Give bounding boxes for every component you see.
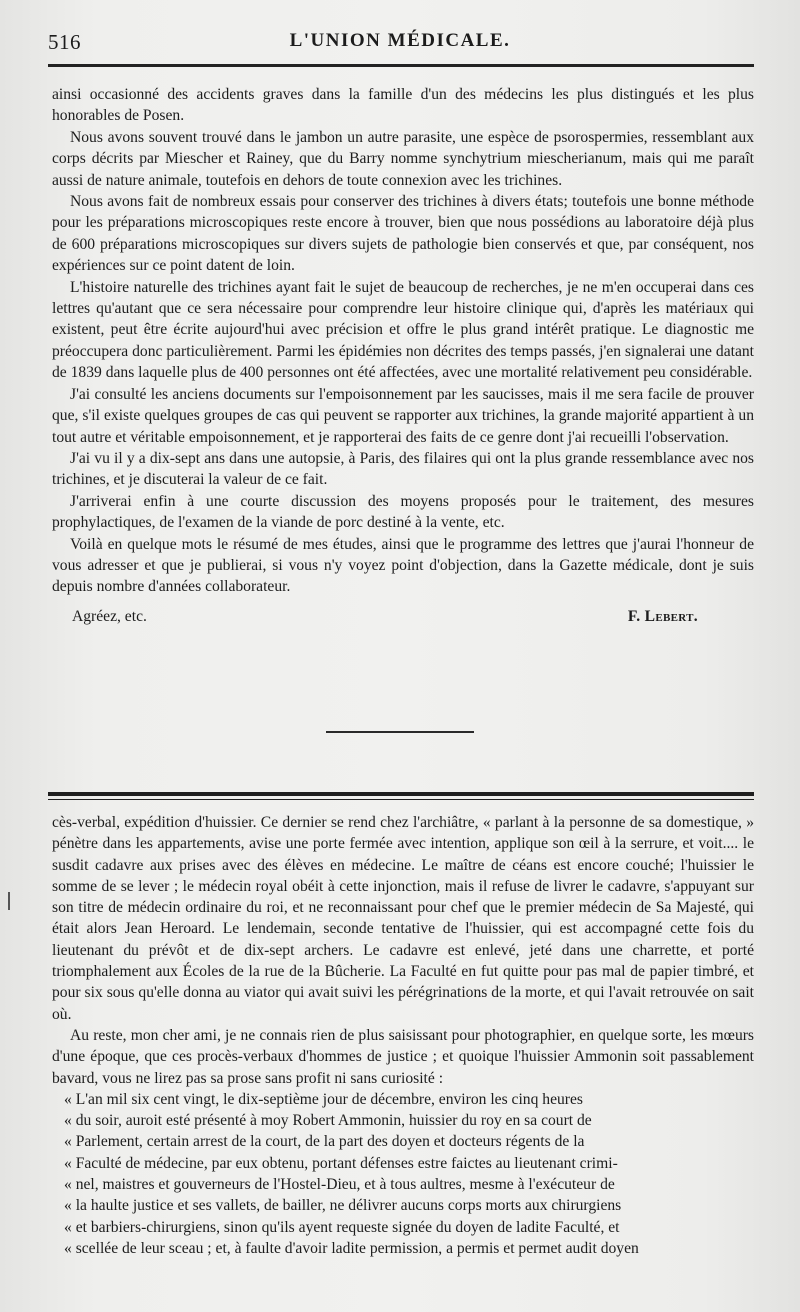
article-paragraph: Nous avons souvent trouvé dans le jambon un autre parasite, une espèce de psorospermies, ressemblant aux corps décrits par Miescher et Rainey, que du Barry nomme synchytrium miescherianum, mais qui me paraît aussi de nature animale, toutefois en dehors de toute connexion avec les trichines. [52, 128, 754, 189]
quote-line: « Faculté de médecine, par eux obtenu, portant défenses estre faictes au lieutenant crimi- [64, 1154, 618, 1172]
quote-line: « la haulte justice et ses vallets, de bailler, ne délivrer aucuns corps morts aux chirurgiens [64, 1197, 622, 1215]
article-paragraph: Voilà en quelque mots le résumé de mes études, ainsi que le programme des lettres que j'aurai l'honneur de vous adresser et que je publierai, si vous n'y voyez point d'objection, dans la Gazette médicale, dont je suis depuis nombre d'années collaborateur. [52, 535, 754, 596]
quote-line: « scellée de leur sceau ; et, à faulte d'avoir ladite permission, a permis et permet audit doyen [64, 1239, 639, 1257]
signature-line [52, 604, 754, 630]
article-paragraph: ainsi occasionné des accidents graves dans la famille d'un des médecins les plus distingués et les plus honorables de Posen. [52, 86, 754, 125]
feuilleton-paragraph: cès-verbal, expédition d'huissier. Ce dernier se rend chez l'archiâtre, « parlant à la personne de sa domestique, » pénètre dans les appartements, avise une porte fermée avec intention, applique son œil à la serrure, et voit.... le susdit cadavre aux prises avec des élèves en médecine. Le maître de céans est encore couché; l'huissier le somme de se lever ; le médecin royal obéit à cette injonction, mais il refuse de livrer le cadavre, s'appuyant sur son titre de médecin ordinaire du roi, et ne reconnaissant pour chef que le premier médecin de Sa Majesté, qui était alors Jean Heroard. Le lendemain, seconde tentative de l'huissier, qui est accompagné cette fois du lieutenant du prévôt et de dix-sept archers. Le cadavre est enlevé, jeté dans une charrette, et porté triomphalement aux Écoles de la rue de la Bûcherie. La Faculté en fut quitte pour pas mal de papier timbré, et pour six sous qu'elle donna au viator qui avait suivi les pérégrinations de la morte, et qui l'avait retrouvée on sait où. [52, 814, 754, 1023]
quote-line: « du soir, auroit esté présenté à moy Robert Ammonin, huissier du roy en sa court de [64, 1112, 592, 1130]
feuilleton-article [52, 812, 754, 1259]
main-article [52, 84, 754, 630]
section-divider [326, 731, 474, 733]
feuilleton-rule-thick [48, 792, 754, 796]
quote-line: « Parlement, certain arrest de la court, de la part des doyen et docteurs régents de la [64, 1133, 585, 1151]
feuilleton-paragraph: Au reste, mon cher ami, je ne connais rien de plus saisissant pour photographier, en quelque sorte, les mœurs d'une époque, que ces procès-verbaux d'hommes de justice ; et quoique l'huissier Ammonin soit passablement bavard, vous ne lirez pas sa prose sans profit ni sans curiosité : [52, 1026, 754, 1087]
quoted-document [52, 1089, 754, 1259]
journal-title: L'UNION MÉDICALE. [289, 30, 511, 51]
article-paragraph: J'ai vu il y a dix-sept ans dans une autopsie, à Paris, des filaires qui ont la plus grande ressemblance avec nos trichines, et je discuterai la valeur de ce fait. [52, 449, 754, 489]
header-rule [48, 64, 754, 67]
page-number: 516 [48, 30, 81, 54]
article-paragraph: L'histoire naturelle des trichines ayant fait le sujet de beaucoup de recherches, je ne m'en occuperai dans ces lettres qu'autant que ce sera nécessaire pour comprendre leur histoire clinique qui, d'après les matériaux qui existent, peut être écrite aujourd'hui avec précision et offre le plus grand intérêt pratique. Le diagnostic me préoccupera donc particulièrement. Parmi les épidémies non décrites des temps passés, j'en signalerai une datant de 1839 dans laquelle plus de 400 personnes ont été affectées, avec une mortalité relativement peu considérable. [52, 278, 754, 382]
article-paragraph: J'arriverai enfin à une courte discussion des moyens proposés pour le traitement, des mesures prophylactiques, de l'examen de la viande de porc destiné à la vente, etc. [52, 492, 754, 532]
feuilleton-rule-thin [48, 799, 754, 800]
article-paragraph: J'ai consulté les anciens documents sur l'empoisonnement par les saucisses, mais il me sera facile de prouver que, s'il existe quelques groupes de cas qui peuvent se rapporter aux trichines, la grande majorité appartient à un tout autre et véritable empoisonnement, et je rapporterai des faits de ce genre dont j'ai recueilli l'observation. [52, 385, 754, 446]
quote-line: « L'an mil six cent vingt, le dix-septième jour de décembre, environ les cinq heures [64, 1090, 583, 1108]
quote-line: « et barbiers-chirurgiens, sinon qu'ils ayent requeste signée du doyen de ladite Faculté, et [64, 1218, 620, 1236]
quote-line: « nel, maistres et gouverneurs de l'Hostel-Dieu, et à tous aultres, mesme à l'exécuteur de [64, 1176, 615, 1194]
page-header [48, 30, 752, 58]
author-signature: F. Lebert. [627, 607, 698, 625]
closing-formula: Agréez, etc. [72, 607, 147, 625]
margin-mark [8, 892, 10, 910]
article-paragraph: Nous avons fait de nombreux essais pour conserver des trichines à divers états; toutefois une bonne méthode pour les préparations microscopiques reste encore à trouver, bien que nous possédions au laboratoire déjà plus de 600 préparations microscopiques sur divers sujets de pathologie bien conservés et que, par conséquent, nos expériences sur ce point datent de loin. [52, 193, 754, 275]
